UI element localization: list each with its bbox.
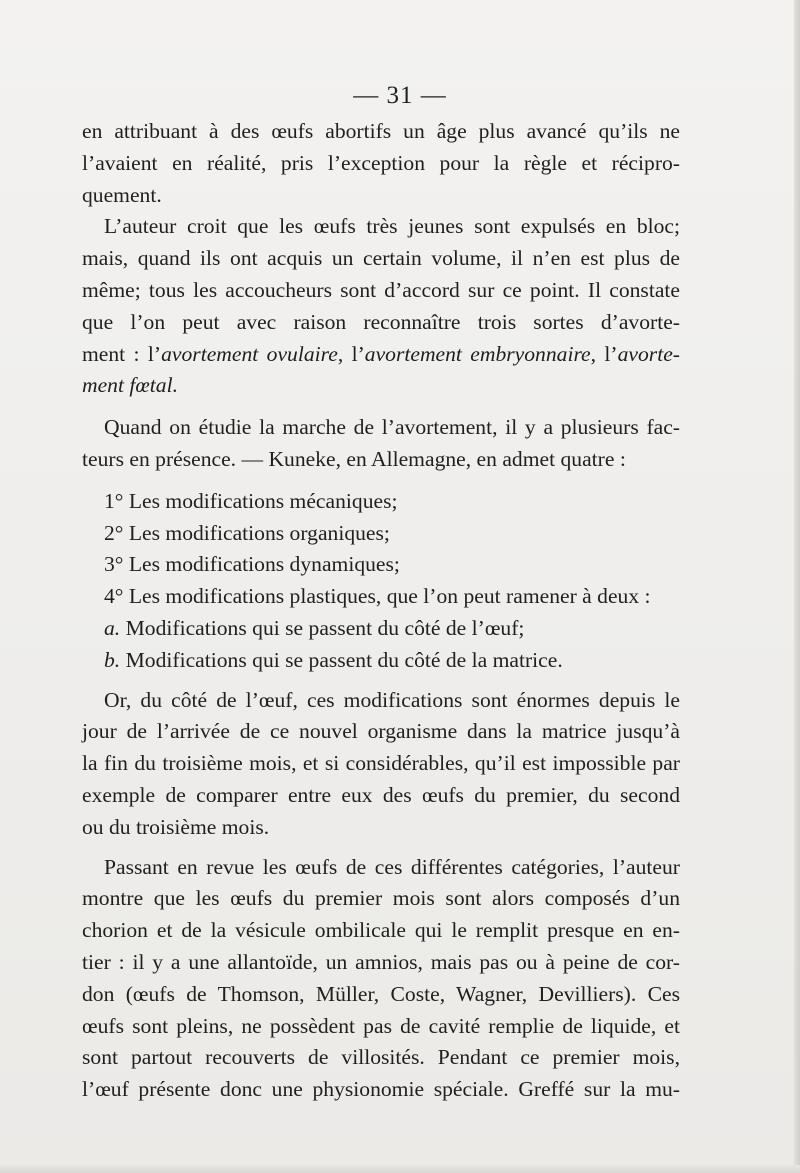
paragraph-factors bbox=[82, 412, 680, 476]
modifications-list bbox=[82, 486, 680, 677]
text-line: jour de l’arrivée de ce nouvel organisme dans la matrice jusqu’à bbox=[82, 719, 680, 744]
list-item: 4° Les modifications plastiques, que l’on peut ramener à deux : bbox=[104, 584, 651, 609]
text-line: Quand on étudie la marche de l’avortement, il y a plusieurs fac- bbox=[104, 415, 680, 440]
text-line: exemple de comparer entre eux des œufs du premier, du second bbox=[82, 782, 680, 807]
text-line: don (œufs de Thomson, Müller, Coste, Wagner, Devilliers). Ces bbox=[82, 981, 680, 1006]
text-line: en attribuant à des œufs abortifs un âge plus avancé qu’ils ne bbox=[82, 119, 680, 143]
text-line: Passant en revue les œufs de ces différentes catégories, l’auteur bbox=[104, 854, 680, 879]
text-line: ou du troisième mois. bbox=[82, 814, 270, 839]
paragraph-first-month bbox=[82, 852, 680, 1106]
text-span: , l’ bbox=[337, 341, 365, 366]
text-line: teurs en présence. — Kuneke, en Allemagne, en admet quatre : bbox=[82, 446, 626, 471]
page-number: — 31 — bbox=[353, 82, 447, 109]
subitem-text: Modifications qui se passent du côté de la matrice. bbox=[120, 647, 563, 672]
text-line: mais, quand ils ont acquis un certain volume, il n’en est plus de bbox=[82, 246, 680, 271]
text-line: l’œuf présente donc une physionomie spéciale. Greffé sur la mu- bbox=[82, 1077, 680, 1102]
text-line: Or, du côté de l’œuf, ces modifications sont énormes depuis le bbox=[104, 687, 680, 712]
italic-term-foetal-end: ment fœtal. bbox=[82, 373, 178, 398]
text-line: que l’on peut avec raison reconnaître trois sortes d’avorte- bbox=[82, 309, 680, 334]
paragraph-continuation bbox=[82, 116, 680, 211]
text-line: montre que les œufs du premier mois sont alors composés d’un bbox=[82, 886, 680, 911]
italic-term-embryonnaire: avortement embryonnaire bbox=[364, 341, 591, 366]
text-line: chorion et de la vésicule ombilicale qui le remplit presque en en- bbox=[82, 918, 680, 943]
list-subitem bbox=[82, 645, 680, 677]
text-line: quement. bbox=[82, 182, 162, 207]
text-span: , l’ bbox=[590, 341, 618, 366]
body-text bbox=[82, 116, 680, 1106]
text-span: ment : l’ bbox=[82, 341, 162, 366]
subitem-letter: a. bbox=[104, 615, 121, 640]
text-line: sont partout recouverts de villosités. Pendant ce premier mois, bbox=[82, 1045, 680, 1070]
paragraph-egg-side bbox=[82, 685, 680, 844]
list-item: 1° Les modifications mécaniques; bbox=[104, 488, 398, 513]
page-edge-bottom bbox=[0, 1165, 800, 1173]
list-item: 2° Les modifications organiques; bbox=[104, 520, 390, 545]
italic-term-ovulaire: avortement ovulaire bbox=[161, 341, 338, 366]
text-line: même; tous les accoucheurs sont d’accord sur ce point. Il constate bbox=[82, 277, 680, 302]
list-item: 3° Les modifications dynamiques; bbox=[104, 552, 400, 577]
paragraph-author-belief bbox=[82, 211, 680, 402]
list-subitem bbox=[82, 613, 680, 645]
text-line: tier : il y a une allantoïde, un amnios, mais pas ou à peine de cor- bbox=[82, 949, 680, 974]
text-line: l’avaient en réalité, pris l’exception pour la règle et récipro- bbox=[82, 150, 680, 175]
text-line: la fin du troisième mois, et si considérables, qu’il est impossible par bbox=[82, 751, 680, 776]
text-line: L’auteur croit que les œufs très jeunes sont expulsés en bloc; bbox=[104, 214, 680, 239]
page-edge-right bbox=[794, 0, 800, 1173]
subitem-text: Modifications qui se passent du côté de l’œuf; bbox=[120, 615, 525, 640]
text-line-mixed bbox=[82, 339, 680, 371]
text-line: œufs sont pleins, ne possèdent pas de cavité remplie de liquide, et bbox=[82, 1013, 680, 1038]
subitem-letter: b. bbox=[104, 647, 121, 672]
italic-term-foetal-start: avorte- bbox=[617, 341, 680, 366]
